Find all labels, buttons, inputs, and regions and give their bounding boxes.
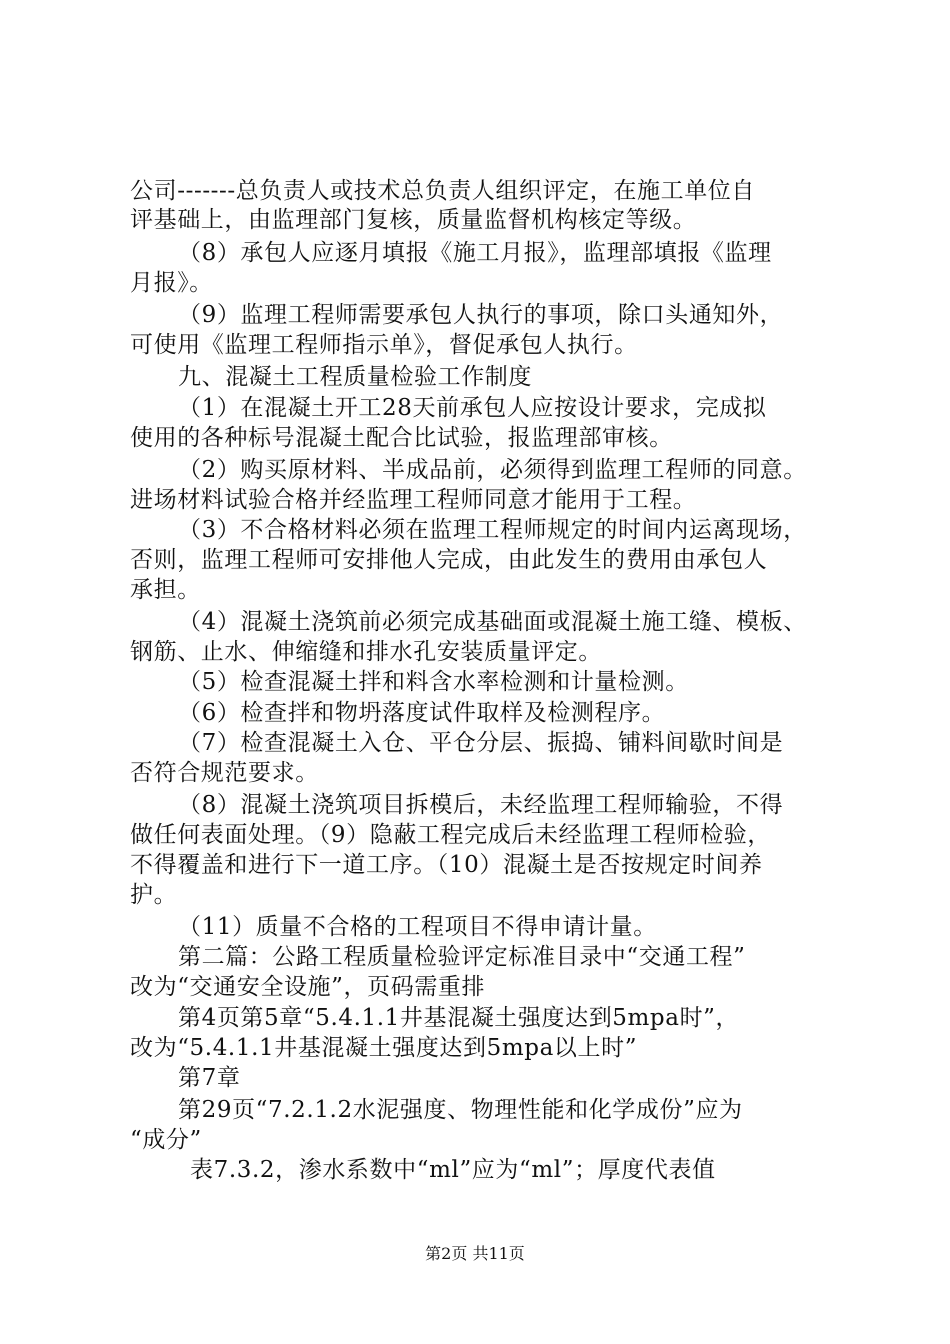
- body-text-line: 改为“5.4.1.1井基混凝土强度达到5mpa以上时”: [130, 1035, 638, 1061]
- body-text-line: 公司-------总负责人或技术总负责人组织评定，在施工单位自: [130, 178, 756, 204]
- body-text-line: （6）检查拌和物坍落度试件取样及检测程序。: [178, 700, 666, 726]
- body-text-line: 评基础上，由监理部门复核，质量监督机构核定等级。: [130, 207, 697, 233]
- body-text-line: “成分”: [130, 1127, 202, 1153]
- body-text-line: 钢筋、止水、伸缩缝和排水孔安装质量评定。: [130, 639, 602, 665]
- body-text-line: 表7.3.2，渗水系数中“ml”应为“ml”；厚度代表值: [190, 1157, 716, 1183]
- body-text-line: 否符合规范要求。: [130, 760, 319, 786]
- body-text-line: （1）在混凝土开工28天前承包人应按设计要求，完成拟: [178, 395, 767, 421]
- body-text-line: （8）混凝土浇筑项目拆模后，未经监理工程师输验，不得: [178, 792, 784, 818]
- body-text-line: （8）承包人应逐月填报《施工月报》，监理部填报《监理: [178, 240, 772, 266]
- body-text-line: （5）检查混凝土拌和料含水率检测和计量检测。: [178, 669, 689, 695]
- body-text-line: 进场材料试验合格并经监理工程师同意才能用于工程。: [130, 487, 697, 513]
- body-text-line: 第4页第5章“5.4.1.1井基混凝土强度达到5mpa时”，: [178, 1005, 740, 1031]
- body-text-line: （4）混凝土浇筑前必须完成基础面或混凝土施工缝、模板、: [178, 609, 807, 635]
- body-text-line: 不得覆盖和进行下一道工序。（10）混凝土是否按规定时间养: [130, 852, 763, 878]
- body-text-line: 第二篇：公路工程质量检验评定标准目录中“交通工程”: [178, 944, 746, 970]
- body-text-line: 第29页“7.2.1.2水泥强度、物理性能和化学成份”应为: [178, 1097, 743, 1123]
- page-number-footer: 第2页 共11页: [425, 1244, 525, 1263]
- body-text-line: 可使用《监理工程师指示单》，督促承包人执行。: [130, 332, 638, 358]
- section-heading: 九、混凝土工程质量检验工作制度: [178, 364, 532, 390]
- body-text-line: 改为“交通安全设施”，页码需重排: [130, 974, 486, 1000]
- body-text-line: （11）质量不合格的工程项目不得申请计量。: [178, 914, 657, 940]
- body-text-line: （9）监理工程师需要承包人执行的事项，除口头通知外，: [178, 302, 784, 328]
- body-text-line: 护。: [130, 882, 178, 908]
- body-text-line: 做任何表面处理。（9）隐蔽工程完成后未经监理工程师检验，: [130, 822, 771, 848]
- body-text-line: 承担。: [130, 577, 201, 603]
- body-text-line: 否则，监理工程师可安排他人完成，由此发生的费用由承包人: [130, 547, 768, 573]
- body-text-line: （2）购买原材料、半成品前，必须得到监理工程师的同意。: [178, 457, 807, 483]
- body-text-line: （3）不合格材料必须在监理工程师规定的时间内运离现场，: [178, 517, 807, 543]
- body-text-line: 第7章: [178, 1065, 241, 1091]
- body-text-line: 使用的各种标号混凝土配合比试验，报监理部审核。: [130, 425, 673, 451]
- body-text-line: 月报》。: [130, 270, 213, 296]
- body-text-line: （7）检查混凝土入仓、平仓分层、振捣、铺料间歇时间是: [178, 730, 784, 756]
